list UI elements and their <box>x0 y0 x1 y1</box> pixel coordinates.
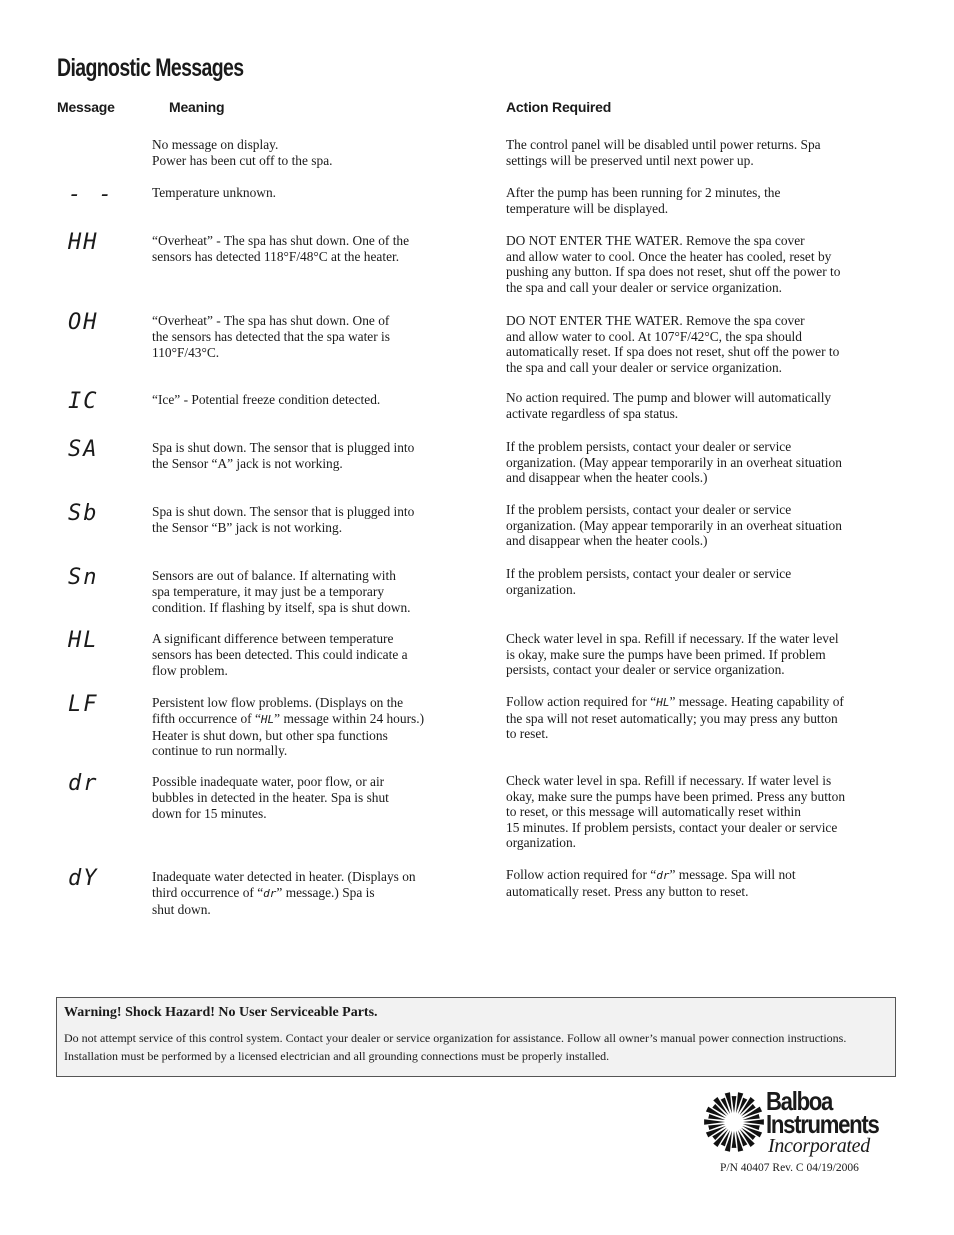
text-fragment: Check water level in spa. Refill if necessary. If the water level is okay, make sure the pumps have been primed. If problem persists, contact your dealer or service organization. <box>506 631 839 678</box>
message-code: OH <box>68 310 99 335</box>
message-meaning <box>152 869 472 917</box>
page-title: Diagnostic Messages <box>57 54 244 82</box>
warning-box <box>56 997 896 1077</box>
message-code: - - <box>68 182 114 207</box>
action-required <box>506 773 906 851</box>
sunburst-icon <box>700 1090 764 1154</box>
message-meaning <box>152 313 472 360</box>
action-required <box>506 631 906 678</box>
text-fragment: After the pump has been running for 2 minutes, the temperature will be displayed. <box>506 185 781 216</box>
text-fragment: ” message. Heating capability of the spa will not reset automatically; you may press any button to reset. <box>506 694 844 742</box>
action-required <box>506 566 906 597</box>
column-header-action: Action Required <box>506 99 612 115</box>
logo-text-balboa: Balboa <box>766 1086 833 1116</box>
warning-title: Warning! Shock Hazard! No User Serviceable Parts. <box>64 1005 378 1020</box>
text-fragment: DO NOT ENTER THE WATER. Remove the spa cover and allow water to cool. Once the heater has cooled, reset by pushing any button. If spa does not reset, shut off the power to the spa and call your dealer or service organization. <box>506 233 841 295</box>
text-fragment: Inadequate water detected in heater. (Displays on third occurrence of “ <box>152 869 416 900</box>
text-fragment: If the problem persists, contact your dealer or service organization. (May appear temporarily in an overheat situation and disappear when the heater cools.) <box>506 502 842 549</box>
text-fragment: “Overheat” - The spa has shut down. One of the sensors has detected 118°F/48°C at the heater. <box>152 233 410 264</box>
message-code: Sb <box>68 501 99 526</box>
text-fragment: Spa is shut down. The sensor that is plugged into the Sensor “A” jack is not working. <box>152 440 415 471</box>
text-fragment: Follow action required for “ <box>506 867 657 882</box>
message-code: Sn <box>68 565 99 590</box>
action-required <box>506 390 906 421</box>
text-fragment: ” message.) Spa is shut down. <box>152 884 375 917</box>
text-fragment: Persistent low flow problems. (Displays on the fifth occurrence of “ <box>152 695 404 726</box>
action-required <box>506 502 906 549</box>
message-meaning <box>152 631 472 678</box>
action-required <box>506 185 906 216</box>
message-meaning <box>152 504 472 536</box>
text-fragment: “Overheat” - The spa has shut down. One of the sensors has detected that the spa water is 110°F/43°C. <box>152 313 390 360</box>
message-meaning <box>152 695 472 759</box>
text-fragment: Spa is shut down. The sensor that is plugged into the Sensor “B” jack is not working. <box>152 504 415 535</box>
message-meaning <box>152 233 472 265</box>
text-fragment: ” message within 24 hours.) Heater is shut down, but other spa functions continue to run normally. <box>152 710 425 759</box>
text-fragment: “Ice” - Potential freeze condition detected. <box>152 392 381 407</box>
text-fragment: DO NOT ENTER THE WATER. Remove the spa cover and allow water to cool. At 107°F/42°C, the spa should automatically reset. If spa does not reset, shut off the power to the spa and call your dealer or service organization. <box>506 313 840 375</box>
message-code: HL <box>68 628 99 653</box>
text-fragment: The control panel will be disabled until power returns. Spa settings will be preserved until next power up. <box>506 137 821 168</box>
action-required <box>506 137 906 168</box>
text-fragment: No message on display. Power has been cut off to the spa. <box>152 137 333 168</box>
warning-body: Do not attempt service of this control system. Contact your dealer or service organization for assistance. Follow all owner’s manual power connection instructions. Installation must be performed by a licensed electrician and all grounding connections must be properly installed. <box>64 1031 847 1063</box>
message-meaning <box>152 440 472 472</box>
message-code: dY <box>68 866 99 891</box>
message-code: LF <box>68 692 99 717</box>
action-required <box>506 867 906 899</box>
text-fragment: A significant difference between temperature sensors has been detected. This could indicate a flow problem. <box>152 631 408 678</box>
segment-code-text: HL <box>260 712 275 726</box>
message-meaning <box>152 185 472 201</box>
message-meaning <box>152 568 472 615</box>
segment-code-text: dr <box>656 869 670 882</box>
message-meaning <box>152 137 472 169</box>
message-meaning <box>152 392 472 408</box>
segment-code-text: dr <box>263 886 277 900</box>
action-required <box>506 233 906 295</box>
logo-text-instruments: Instruments <box>766 1109 879 1139</box>
text-fragment: Temperature unknown. <box>152 185 276 200</box>
message-code: SA <box>68 437 99 462</box>
action-required <box>506 439 906 486</box>
message-code: HH <box>68 230 99 255</box>
message-meaning <box>152 774 472 821</box>
text-fragment: Sensors are out of balance. If alternating with spa temperature, it may just be a temporary condition. If flashing by itself, spa is shut down. <box>152 568 411 615</box>
message-code: dr <box>68 771 99 796</box>
company-logo <box>700 1088 900 1160</box>
action-required <box>506 313 906 375</box>
column-header-meaning: Meaning <box>169 99 225 115</box>
text-fragment: No action required. The pump and blower will automatically activate regardless of spa status. <box>506 390 832 421</box>
message-code: IC <box>68 389 99 414</box>
segment-code-text: HL <box>656 696 670 709</box>
text-fragment: If the problem persists, contact your dealer or service organization. <box>506 566 792 597</box>
text-fragment: Follow action required for “ <box>506 694 657 709</box>
logo-text-incorporated: Incorporated <box>768 1135 870 1157</box>
action-required <box>506 694 906 742</box>
part-number: P/N 40407 Rev. C 04/19/2006 <box>720 1162 859 1174</box>
column-header-message: Message <box>57 99 115 115</box>
text-fragment: ” message. Spa will not automatically reset. Press any button to reset. <box>506 867 796 899</box>
text-fragment: If the problem persists, contact your dealer or service organization. (May appear temporarily in an overheat situation and disappear when the heater cools.) <box>506 439 842 486</box>
text-fragment: Check water level in spa. Refill if necessary. If water level is okay, make sure the pumps have been primed. Press any button to reset, or this message will automatically reset within 15 minutes. If problem persists, contact your dealer or service organization. <box>506 773 846 851</box>
text-fragment: Possible inadequate water, poor flow, or air bubbles in detected in the heater. Spa is shut down for 15 minutes. <box>152 774 389 821</box>
